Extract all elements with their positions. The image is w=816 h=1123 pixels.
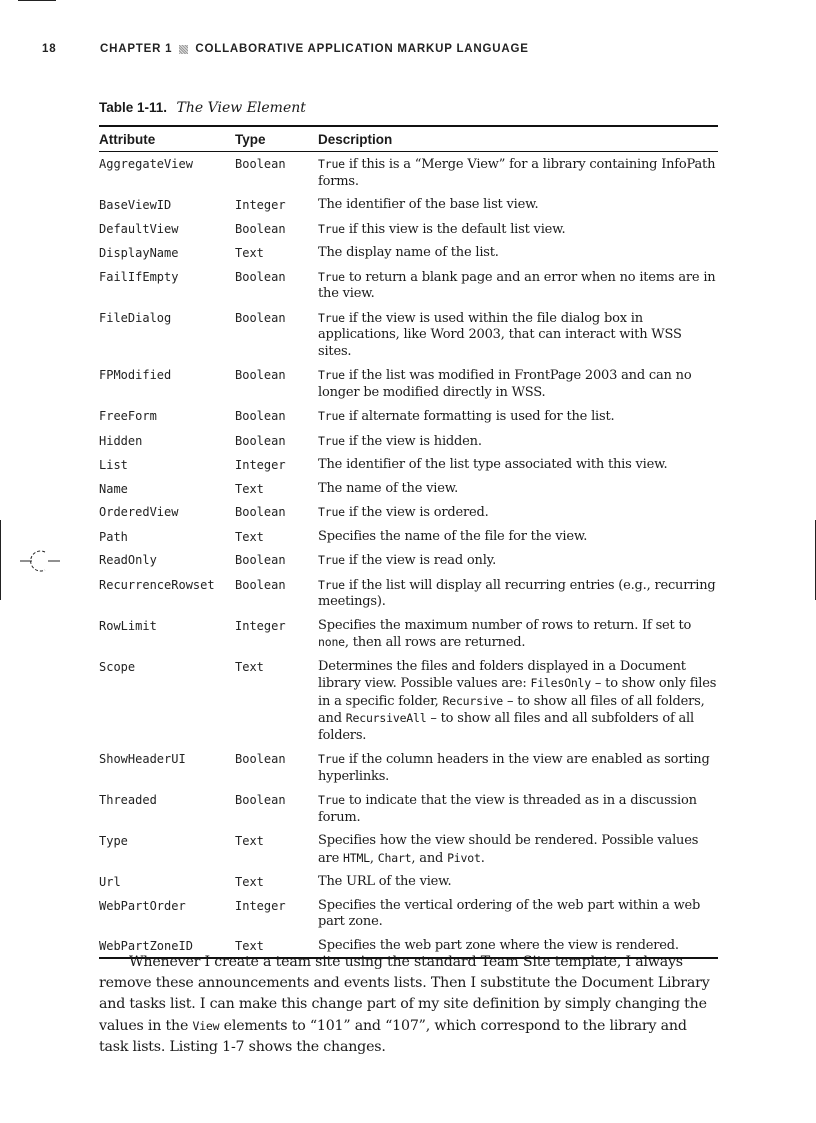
attribute-cell: RecurrenceRowset [99, 577, 215, 592]
description-cell [318, 429, 718, 454]
table-row [99, 655, 718, 748]
chapter-label: CHAPTER 1 [100, 43, 173, 55]
text-run: , [369, 850, 378, 866]
attribute-cell: DefaultView [99, 221, 179, 236]
column-header-attribute: Attribute [99, 126, 235, 152]
table-row [99, 894, 718, 934]
type-cell: Text [235, 659, 264, 674]
attribute-cell: AggregateView [99, 157, 193, 171]
text-run: The identifier of the list type associated with this view. [318, 457, 668, 472]
registration-mark-icon [20, 548, 60, 574]
description-cell [318, 829, 718, 870]
inline-code: RecursiveAll [345, 711, 427, 725]
text-run: The identifier of the base list view. [318, 197, 539, 212]
table-row [99, 453, 718, 477]
type-cell: Text [235, 246, 264, 260]
type-cell: Boolean [235, 577, 286, 592]
table-body [99, 152, 718, 959]
text-run: if this view is the default list view. [344, 221, 566, 237]
description-cell [318, 500, 718, 525]
text-run: if the column headers in the view are enabled as sorting hyperlinks. [318, 752, 710, 784]
type-cell: Integer [235, 458, 286, 472]
text-run: if this is a “Merge View” for a library containing InfoPath forms. [318, 157, 716, 189]
text-run: if alternate formatting is used for the list. [344, 409, 615, 424]
text-run: – to show all files and all subfolders of all folders. [318, 711, 694, 743]
table-row [99, 573, 718, 614]
attribute-cell: Url [99, 875, 121, 889]
attribute-cell: OrderedView [99, 505, 179, 519]
attribute-cell: Path [99, 529, 128, 544]
text-run: The URL of the view. [318, 874, 452, 889]
inline-code: True [318, 505, 345, 519]
text-run: to return a blank page and an error when no items are in the view. [318, 269, 716, 301]
type-cell: Text [235, 834, 264, 848]
attribute-cell: FileDialog [99, 310, 172, 325]
table-row [99, 193, 718, 217]
attribute-cell: BaseViewID [99, 198, 172, 212]
column-header-description: Description [318, 126, 718, 152]
table-caption [99, 100, 306, 117]
text-run: , then all rows are returned. [344, 635, 526, 650]
table-row [99, 429, 718, 454]
table-row [99, 306, 718, 364]
table-row [99, 548, 718, 573]
description-cell [318, 453, 718, 477]
inline-code: View [192, 1018, 220, 1033]
attribute-cell: Name [99, 481, 128, 496]
text-run: Specifies the maximum number of rows to return. If set to [318, 617, 692, 633]
text-run: , and [411, 850, 448, 866]
attribute-cell: FPModified [99, 368, 172, 382]
inline-code: Chart [377, 850, 412, 865]
attribute-cell: Threaded [99, 793, 157, 807]
text-run: Specifies the name of the file for the view. [318, 528, 588, 544]
body-paragraph [99, 952, 719, 1058]
view-element-table [99, 125, 718, 959]
type-cell: Boolean [235, 409, 286, 423]
separator-square-icon [179, 45, 188, 54]
type-cell: Boolean [235, 553, 286, 567]
attribute-cell: WebPartOrder [99, 898, 186, 913]
text-run: elements to “101” and “107”, which correspond to the library and task lists. Listing 1-7 shows the changes. [99, 1017, 687, 1055]
attribute-cell: List [99, 458, 128, 472]
attribute-cell: ShowHeaderUI [99, 752, 186, 766]
text-run: if the view is read only. [344, 553, 496, 568]
left-margin-rule [0, 520, 1, 600]
type-cell: Boolean [235, 221, 286, 236]
inline-code: HTML [343, 850, 370, 865]
top-crop-rule [18, 0, 56, 1]
type-cell: Boolean [235, 310, 286, 325]
inline-code: True [318, 553, 345, 567]
text-run: Specifies the vertical ordering of the web part within a web part zone. [318, 897, 701, 929]
inline-code: none [318, 635, 345, 649]
attribute-cell: DisplayName [99, 246, 179, 260]
description-cell [318, 573, 718, 614]
description-cell [318, 655, 718, 748]
inline-code: True [318, 157, 345, 171]
type-cell: Boolean [235, 752, 286, 766]
inline-code: FilesOnly [530, 676, 591, 690]
type-cell: Integer [235, 898, 286, 913]
text-run: The display name of the list. [318, 245, 499, 260]
text-run: if the list will display all recurring entries (e.g., recurring meetings). [318, 577, 716, 609]
description-cell [318, 217, 718, 242]
inline-code: True [318, 577, 345, 592]
table-row [99, 217, 718, 242]
text-run: Specifies the web part zone where the view is rendered. [318, 937, 679, 953]
type-cell: Boolean [235, 505, 286, 519]
table-row [99, 525, 718, 549]
table-row [99, 241, 718, 265]
type-cell: Boolean [235, 433, 286, 448]
inline-code: True [318, 793, 345, 807]
text-run: – to show all files of all folders, and [318, 693, 705, 726]
text-run: Determines the files and folders displayed in a Document library view. Possible values are: [318, 658, 686, 691]
type-cell: Text [235, 875, 264, 889]
table-row [99, 500, 718, 525]
type-cell: Text [235, 529, 264, 544]
description-cell [318, 788, 718, 829]
text-run: . [480, 850, 485, 866]
description-cell [318, 241, 718, 265]
table-row [99, 747, 718, 788]
description-cell [318, 525, 718, 549]
table-caption-title: The View Element [176, 100, 306, 116]
page-number: 18 [42, 43, 57, 55]
attribute-cell: FailIfEmpty [99, 269, 179, 284]
attribute-cell: Scope [99, 659, 136, 674]
inline-code: True [318, 368, 345, 382]
inline-code: True [318, 433, 345, 448]
type-cell: Integer [235, 618, 286, 633]
text-run: if the view is used within the file dialog box in applications, like Word 2003, that can interact with WSS sites. [318, 310, 682, 359]
table-row [99, 788, 718, 829]
type-cell: Boolean [235, 157, 286, 171]
table-caption-label: Table 1-11. [99, 100, 168, 115]
description-cell [318, 265, 718, 306]
inline-code: Pivot [447, 850, 481, 865]
text-run: if the list was modified in FrontPage 2003 and can no longer be modified directly in WSS. [318, 368, 692, 400]
description-cell [318, 548, 718, 573]
text-run: to indicate that the view is threaded as in a discussion forum. [318, 793, 697, 825]
table-row [99, 829, 718, 870]
description-cell [318, 747, 718, 788]
attribute-cell: Hidden [99, 433, 143, 448]
description-cell [318, 363, 718, 404]
text-run: Whenever I create a team site using the standard Team Site template, I always remove these announcements and events lists. Then I substitute the Document Library and tasks list. I can make this change part of my site definition by simply changing the values in the [99, 954, 710, 1034]
text-run: Specifies how the view should be rendered. Possible values are [318, 833, 699, 866]
table-row [99, 404, 718, 429]
inline-code: True [318, 409, 345, 423]
text-run: if the view is hidden. [344, 433, 482, 449]
attribute-cell: Type [99, 834, 128, 848]
table-row [99, 152, 718, 194]
table-row [99, 614, 718, 655]
text-run: The name of the view. [318, 480, 459, 496]
table-row [99, 870, 718, 894]
description-cell [318, 404, 718, 429]
inline-code: True [318, 752, 345, 766]
type-cell: Boolean [235, 793, 286, 807]
inline-code: Recursive [442, 693, 504, 708]
description-cell [318, 477, 718, 501]
column-header-type: Type [235, 126, 318, 152]
table-row [99, 477, 718, 501]
table-row [99, 265, 718, 306]
type-cell: Text [235, 481, 264, 496]
body-paragraph-text [99, 952, 719, 1058]
attribute-cell: WebPartZoneID [99, 938, 193, 953]
description-cell [318, 306, 718, 364]
description-cell [318, 870, 718, 894]
running-header [42, 43, 529, 55]
description-cell [318, 894, 718, 934]
chapter-title: COLLABORATIVE APPLICATION MARKUP LANGUAGE [195, 43, 529, 55]
attribute-cell: ReadOnly [99, 553, 157, 567]
attribute-cell: RowLimit [99, 618, 157, 633]
text-run: if the view is ordered. [344, 505, 489, 520]
table-row [99, 363, 718, 404]
description-cell [318, 614, 718, 655]
type-cell: Boolean [235, 368, 286, 382]
table-header-row [99, 126, 718, 152]
attribute-cell: FreeForm [99, 409, 157, 423]
inline-code: True [318, 221, 345, 236]
inline-code: True [318, 310, 345, 325]
type-cell: Text [235, 938, 264, 953]
description-cell [318, 152, 718, 194]
inline-code: True [318, 269, 345, 284]
text-run: – to show only files in a specific folder, [318, 676, 717, 709]
type-cell: Integer [235, 198, 286, 212]
description-cell [318, 193, 718, 217]
type-cell: Boolean [235, 269, 286, 284]
